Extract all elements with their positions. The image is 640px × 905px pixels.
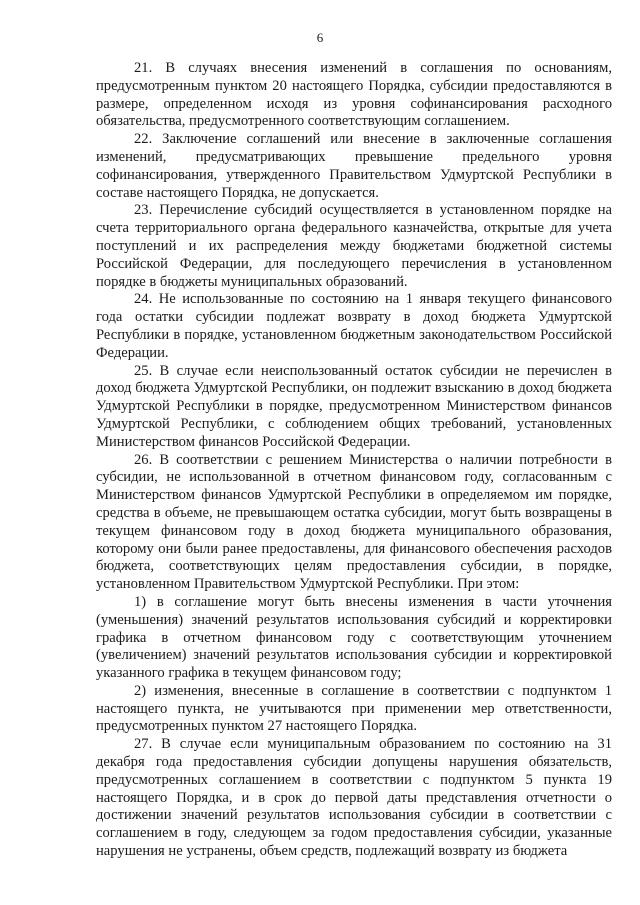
- page-number: 6: [316, 30, 324, 45]
- paragraph-26-item-1: 1) в соглашение могут быть внесены изменения в части уточнения (уменьшения) значений результатов использования субсидий и корректировки графика в отчетном финансовом году с соответствующим уточнением (увеличением) значений результатов использования субсидии и корректировкой указанного графика в текущем финансовом году;: [96, 593, 612, 682]
- paragraph-25: 25. В случае если неиспользованный остаток субсидии не перечислен в доход бюджета Удмуртской Республики, он подлежит взысканию в доход бюджета Удмуртской Республики в порядке, предусмотренном Министерством финансов Удмуртской Республики, с соблюдением общих требований, установленных Министерством финансов Российской Федерации.: [96, 362, 612, 450]
- paragraph-26: 26. В соответствии с решением Министерства о наличии потребности в субсидии, не использованной в отчетном финансовом году, согласованным с Министерством финансов Удмуртской Республики в определяемом им порядке, средства в объеме, не превышающем остатка субсидии, могут быть возвращены в текущем финансовом году в доход бюджета муниципального образования, которому они были ранее предоставлены, для финансового обеспечения расходов бюджета, соответствующих целям предоставления субсидии, в порядке, установленном Правительством Удмуртской Республики. При этом:: [96, 451, 612, 593]
- paragraph-21: 21. В случаях внесения изменений в соглашения по основаниям, предусмотренным пунктом 20 настоящего Порядка, субсидии предоставляются в размере, определенном исходя из уровня софинансирования расходного обязательства, предусмотренного соответствующим соглашением.: [96, 60, 612, 130]
- paragraph-23: 23. Перечисление субсидий осуществляется в установленном порядке на счета территориального органа федерального казначейства, открытые для учета поступлений и их распределения между бюджетами бюджетной системы Российской Федерации, для последующего перечисления в установленном порядке в бюджеты муниципальных образований.: [96, 202, 612, 290]
- paragraph-24: 24. Не использованные по состоянию на 1 января текущего финансового года остатки субсидии подлежат возврату в доход бюджета Удмуртской Республики в порядке, установленном бюджетным законодательством Российской Федерации.: [96, 291, 612, 361]
- paragraph-22: 22. Заключение соглашений или внесение в заключенные соглашения изменений, предусматривающих превышение предельного уровня софинансирования, утвержденного Правительством Удмуртской Республики в составе настоящего Порядка, не допускается.: [96, 131, 612, 201]
- document-body: [96, 60, 612, 861]
- paragraph-27: 27. В случае если муниципальным образованием по состоянию на 31 декабря года предоставления субсидии допущены нарушения обязательств, предусмотренных соглашением в соответствии с подпунктом 5 пункта 19 настоящего Порядка, и в срок до первой даты представления отчетности о достижении значений результатов использования субсидии в соответствии с соглашением в году, следующем за годом предоставления субсидии, указанные нарушения не устранены, объем средств, подлежащий возврату из бюджета: [96, 736, 612, 860]
- paragraph-26-item-2: 2) изменения, внесенные в соглашение в соответствии с подпунктом 1 настоящего пункта, не учитываются при применении мер ответственности, предусмотренных пунктом 27 настоящего Порядка.: [96, 682, 612, 735]
